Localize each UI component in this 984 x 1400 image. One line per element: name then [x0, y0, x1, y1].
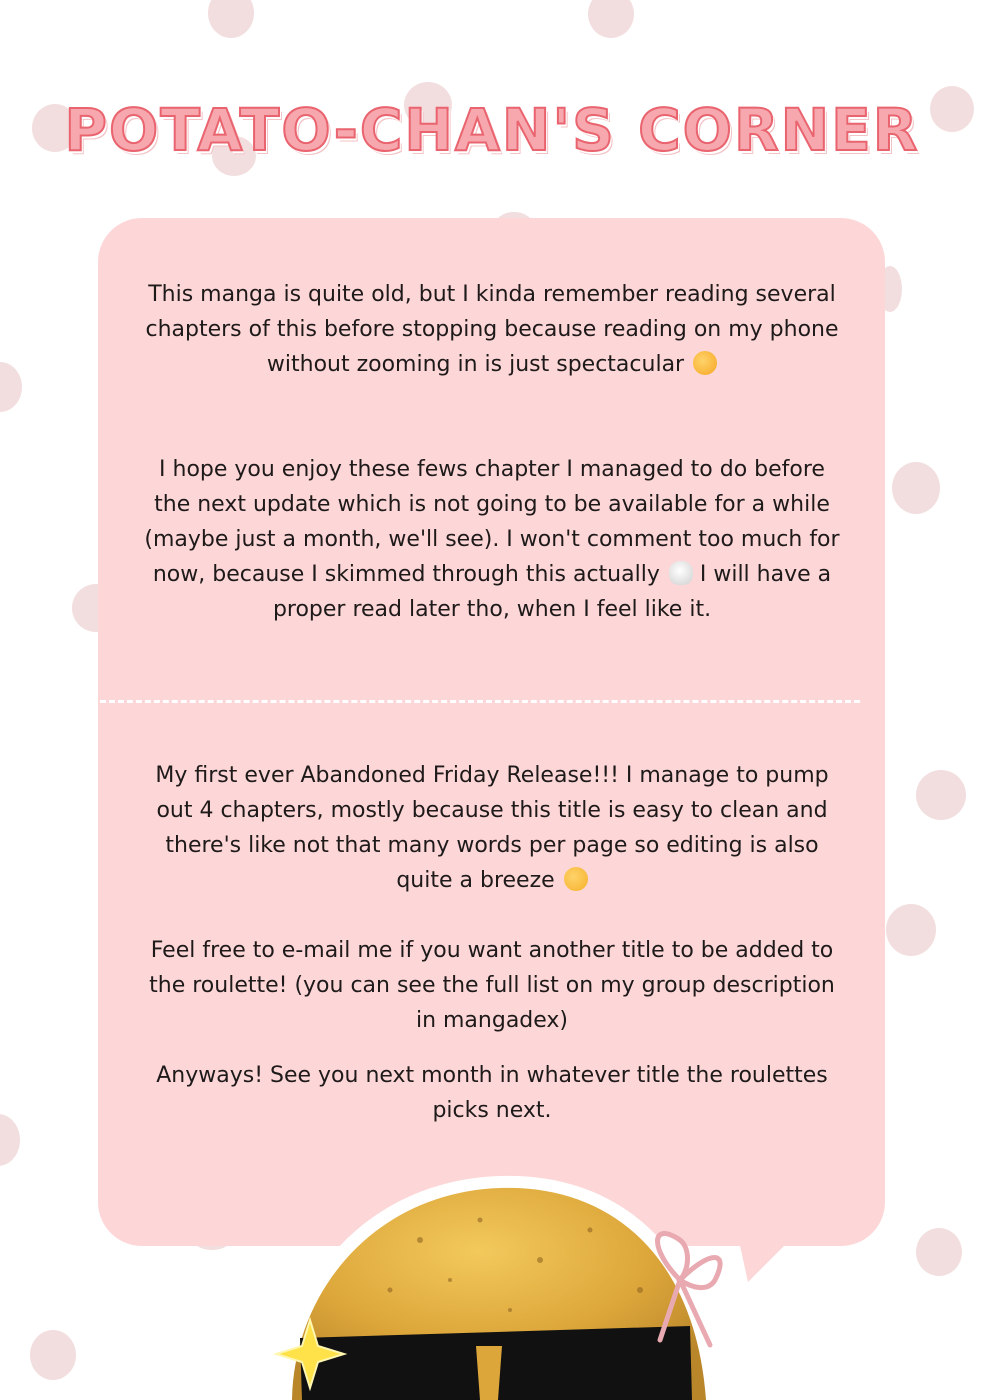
page-title: POTATO-CHAN'S CORNER [64, 96, 920, 164]
background-dot [30, 1330, 76, 1380]
note-paragraph [140, 452, 844, 627]
background-dot [916, 1228, 962, 1276]
smiling-face-with-hearts-icon [693, 351, 717, 375]
background-dot [916, 770, 966, 820]
kissing-face-icon [564, 867, 588, 891]
note-text: I will have a proper read later tho, when I feel like it. [272, 562, 832, 622]
note-text: This manga is quite old, but I kinda remember reading several chapters of this before stopping because reading on my phone without zooming in is just spectacular [145, 282, 839, 377]
section-divider [100, 700, 860, 703]
potato-mascot-icon [240, 1170, 800, 1400]
background-dot [886, 904, 936, 956]
note-text: I hope you enjoy these fews chapter I managed to do before the next update which is not going to be available for a while (maybe just a month, we'll see). I won't comment too much for now, because I skimmed through this actually [144, 457, 840, 587]
background-dot [208, 0, 254, 38]
note-paragraph: Feel free to e-mail me if you want another title to be added to the roulette! (you can see the full list on my group description in mangadex) [149, 938, 835, 1033]
background-dot [892, 462, 940, 514]
background-dot [588, 0, 634, 38]
note-paragraph [140, 277, 844, 382]
skull-icon [669, 561, 693, 585]
background-dot [0, 1114, 20, 1166]
note-paragraph [140, 758, 844, 898]
background-dot [0, 362, 22, 412]
note-text: My first ever Abandoned Friday Release!!! I manage to pump out 4 chapters, mostly because this title is easy to clean and there's like not that many words per page so editing is also quite a breeze [155, 763, 829, 893]
note-paragraph: Anyways! See you next month in whatever title the roulettes picks next. [156, 1063, 828, 1123]
